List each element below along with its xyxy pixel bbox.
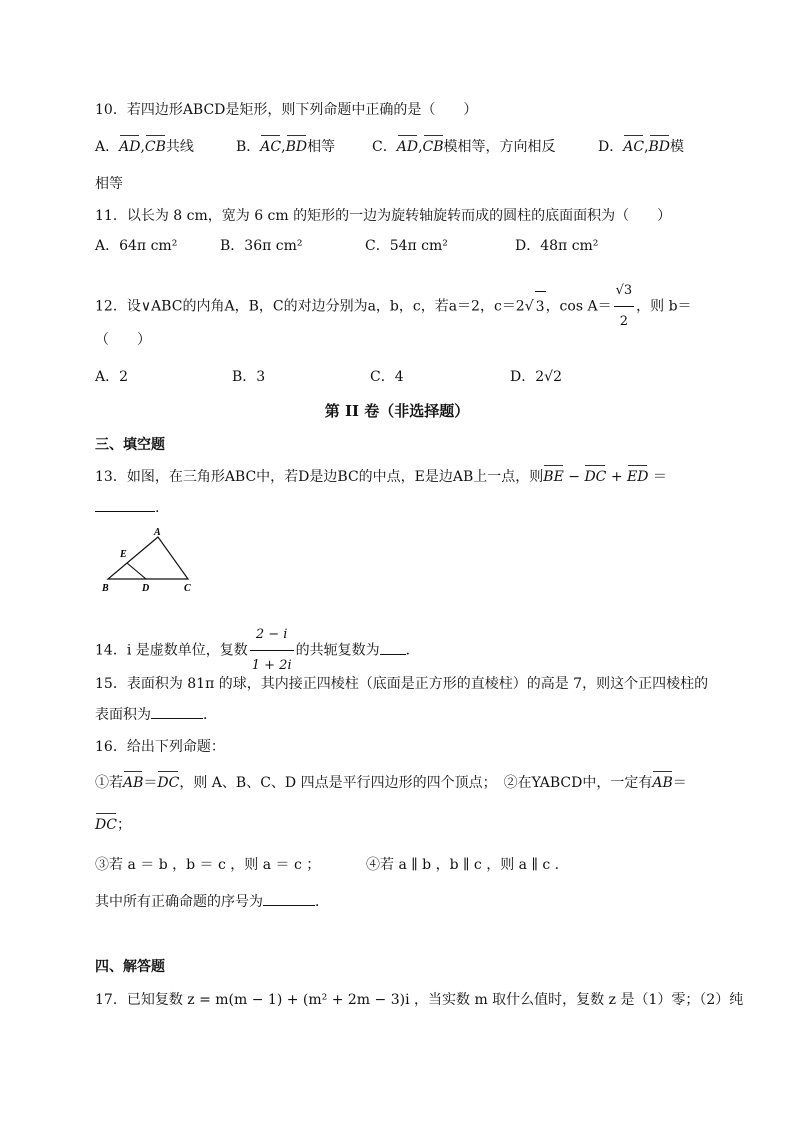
segment-de: [127, 563, 146, 579]
label-d: D: [142, 583, 150, 593]
q16-proposition-4: ④若 a ∥ b ，b ∥ c ，则 a ∥ c ．: [366, 857, 569, 873]
q16-ask: 其中所有正确命题的序号为 ．: [95, 894, 329, 910]
q15-line1: 15．表面积为 81π 的球，其内接正四棱柱（底面是正方形的直棱柱）的高是 7，则这个正四棱柱的: [95, 676, 709, 692]
label-c: C: [184, 583, 191, 593]
q11-option-d: D．48π cm²: [515, 238, 599, 254]
section-answer: 四、解答题: [95, 959, 165, 975]
q14-fraction: $\frac{2 - i}{1 + 2i}$: [250, 620, 294, 681]
q13-stem: 13．如图，在三角形ABC中，若D是边BC的中点，E是边AB上一点，则BE − DC + ED ＝: [95, 469, 667, 485]
q16-proposition-3: ③若 a ＝ b ，b ＝ c ，则 a ＝ c ；: [95, 857, 321, 873]
label-b: B: [102, 583, 109, 593]
q12-cos-fraction: $\frac{√3}{2}$: [614, 276, 635, 337]
q14-stem: 14．i 是虚数单位，复数 $\frac{2 - i}{1 + 2i}$ 的共轭复数为 ．: [95, 620, 420, 681]
q16-proposition-2-end: DC；: [95, 817, 131, 833]
q10-option-c: C．AD,CB模相等，方向相反: [372, 139, 556, 155]
q11-stem: 11．以长为 8 cm，宽为 6 cm 的矩形的一边为旋转轴旋转而成的圆柱的底面面积为（ ）: [95, 208, 672, 224]
section-fill-in: 三、填空题: [95, 437, 165, 453]
q11-option-b: B．36π cm²: [220, 238, 303, 254]
label-a: A: [154, 527, 161, 538]
q12-stem: 12．设∨ABC的内角A，B，C的对边分别为a，b，c，若a＝2，c＝2√ 3，cos A＝ $\frac{√3}{2}$ ，则 b＝: [95, 276, 692, 337]
part2-title: 第 II 卷（非选择题）: [324, 402, 470, 420]
q15-line2: 表面积为 ．: [95, 707, 217, 723]
label-e: E: [120, 549, 127, 560]
q16-proposition-1-2: ①若AB＝DC，则 A、B、C、D 四点是平行四边形的四个顶点； ②在YABCD中，一定有AB＝: [95, 775, 687, 791]
q16-stem: 16．给出下列命题：: [95, 739, 225, 755]
q10-stem: 10．若四边形ABCD是矩形，则下列命题中正确的是（ ）: [95, 102, 478, 118]
q13-triangle-figure: [96, 525, 206, 593]
q13-answer-blank: .: [95, 498, 159, 518]
q11-option-c: C．54π cm²: [365, 238, 448, 254]
q10-option-d-continued: 相等: [95, 176, 123, 192]
q10-option-b: B．AC,BD相等: [236, 139, 336, 155]
q11-option-a: A．64π cm²: [95, 238, 178, 254]
q12-option-a: A．2: [95, 369, 129, 385]
q10-option-a: A．AD,CB共线: [95, 139, 194, 155]
q17-stem: 17．已知复数 z = m(m − 1) + (m² + 2m − 3)i ，当实数 m 取什么值时，复数 z 是（1）零；（2）纯: [95, 992, 744, 1008]
q12-option-b: B．3: [232, 369, 266, 385]
q12-option-d: D．2√2: [510, 369, 562, 385]
q12-option-c: C．4: [370, 369, 404, 385]
q12-paren: （ ）: [95, 332, 151, 348]
q10-option-d: D．AC,BD模: [598, 139, 685, 155]
